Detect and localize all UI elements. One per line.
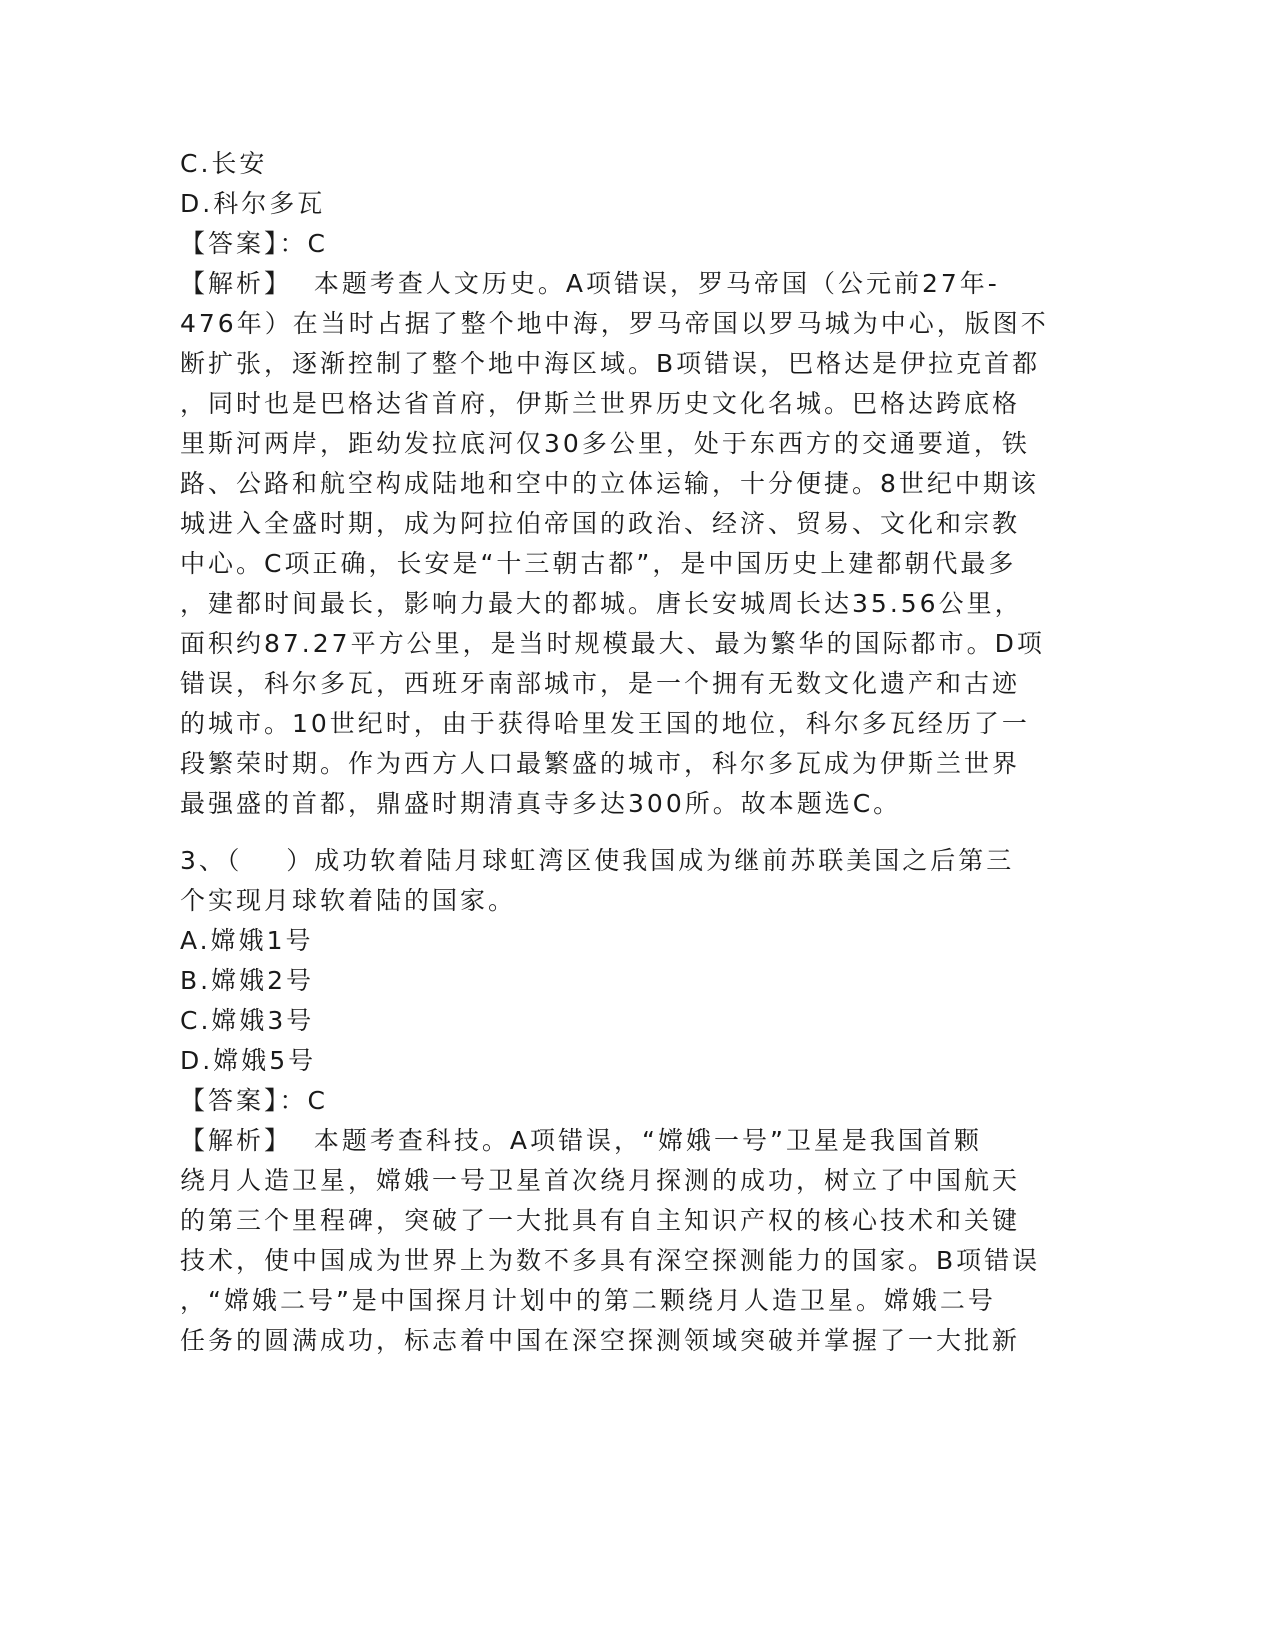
answer-line: 【答案】：C — [180, 229, 328, 258]
analysis-line: 技术，使中国成为世界上为数不多具有深空探测能力的国家。B项错误 — [180, 1246, 1041, 1275]
analysis-line: ，同时也是巴格达省首府，伊斯兰世界历史文化名城。巴格达跨底格 — [180, 389, 1021, 418]
analysis-line: 城进入全盛时期，成为阿拉伯帝国的政治、经济、贸易、文化和宗教 — [180, 509, 1021, 538]
analysis-line: 面积约87.27平方公里，是当时规模最大、最为繁华的国际都市。D项 — [180, 629, 1045, 658]
analysis-line: 段繁荣时期。作为西方人口最繁盛的城市，科尔多瓦成为伊斯兰世界 — [180, 749, 1021, 778]
paragraph-spacer — [180, 824, 1050, 841]
option-c: C.长安 — [180, 149, 268, 178]
analysis-line: 476年）在当时占据了整个地中海，罗马帝国以罗马城为中心，版图不 — [180, 309, 1049, 338]
question-2-tail — [180, 144, 1050, 824]
option-d: D.嫦娥5号 — [180, 1046, 317, 1075]
analysis-line: 里斯河两岸，距幼发拉底河仅30多公里，处于东西方的交通要道，铁 — [180, 429, 1030, 458]
document-page — [180, 144, 1050, 1361]
analysis-block — [180, 1121, 1050, 1361]
analysis-block — [180, 264, 1050, 824]
analysis-line: ，“嫦娥二号”是中国探月计划中的第二颗绕月人造卫星。嫦娥二号 — [180, 1286, 996, 1315]
analysis-line: 错误，科尔多瓦，西班牙南部城市，是一个拥有无数文化遗产和古迹 — [180, 669, 1021, 698]
analysis-line: 的城市。10世纪时，由于获得哈里发王国的地位，科尔多瓦经历了一 — [180, 709, 1030, 738]
analysis-line: 中心。C项正确，长安是“十三朝古都”，是中国历史上建都朝代最多 — [180, 549, 1017, 578]
analysis-line: 【解析】 本题考查科技。A项错误，“嫦娥一号”卫星是我国首颗 — [180, 1126, 982, 1155]
analysis-line: 最强盛的首都，鼎盛时期清真寺多达300所。故本题选C。 — [180, 789, 902, 818]
option-a: A.嫦娥1号 — [180, 926, 314, 955]
option-b: B.嫦娥2号 — [180, 966, 315, 995]
analysis-line: 任务的圆满成功，标志着中国在深空探测领域突破并掌握了一大批新 — [180, 1326, 1021, 1355]
analysis-line: 的第三个里程碑，突破了一大批具有自主知识产权的核心技术和关键 — [180, 1206, 1021, 1235]
analysis-line: 【解析】 本题考查人文历史。A项错误，罗马帝国（公元前27年- — [180, 269, 1000, 298]
question-stem-line: 个实现月球软着陆的国家。 — [180, 886, 517, 915]
question-stem-line: 3、（ ）成功软着陆月球虹湾区使我国成为继前苏联美国之后第三 — [180, 846, 1015, 875]
option-c: C.嫦娥3号 — [180, 1006, 315, 1035]
analysis-line: 断扩张，逐渐控制了整个地中海区域。B项错误，巴格达是伊拉克首都 — [180, 349, 1041, 378]
question-3 — [180, 841, 1050, 1361]
analysis-line: 路、公路和航空构成陆地和空中的立体运输，十分便捷。8世纪中期该 — [180, 469, 1039, 498]
answer-line: 【答案】：C — [180, 1086, 328, 1115]
analysis-line: 绕月人造卫星，嫦娥一号卫星首次绕月探测的成功，树立了中国航天 — [180, 1166, 1021, 1195]
option-d: D.科尔多瓦 — [180, 189, 326, 218]
analysis-line: ，建都时间最长，影响力最大的都城。唐长安城周长达35.56公里， — [180, 589, 1023, 618]
